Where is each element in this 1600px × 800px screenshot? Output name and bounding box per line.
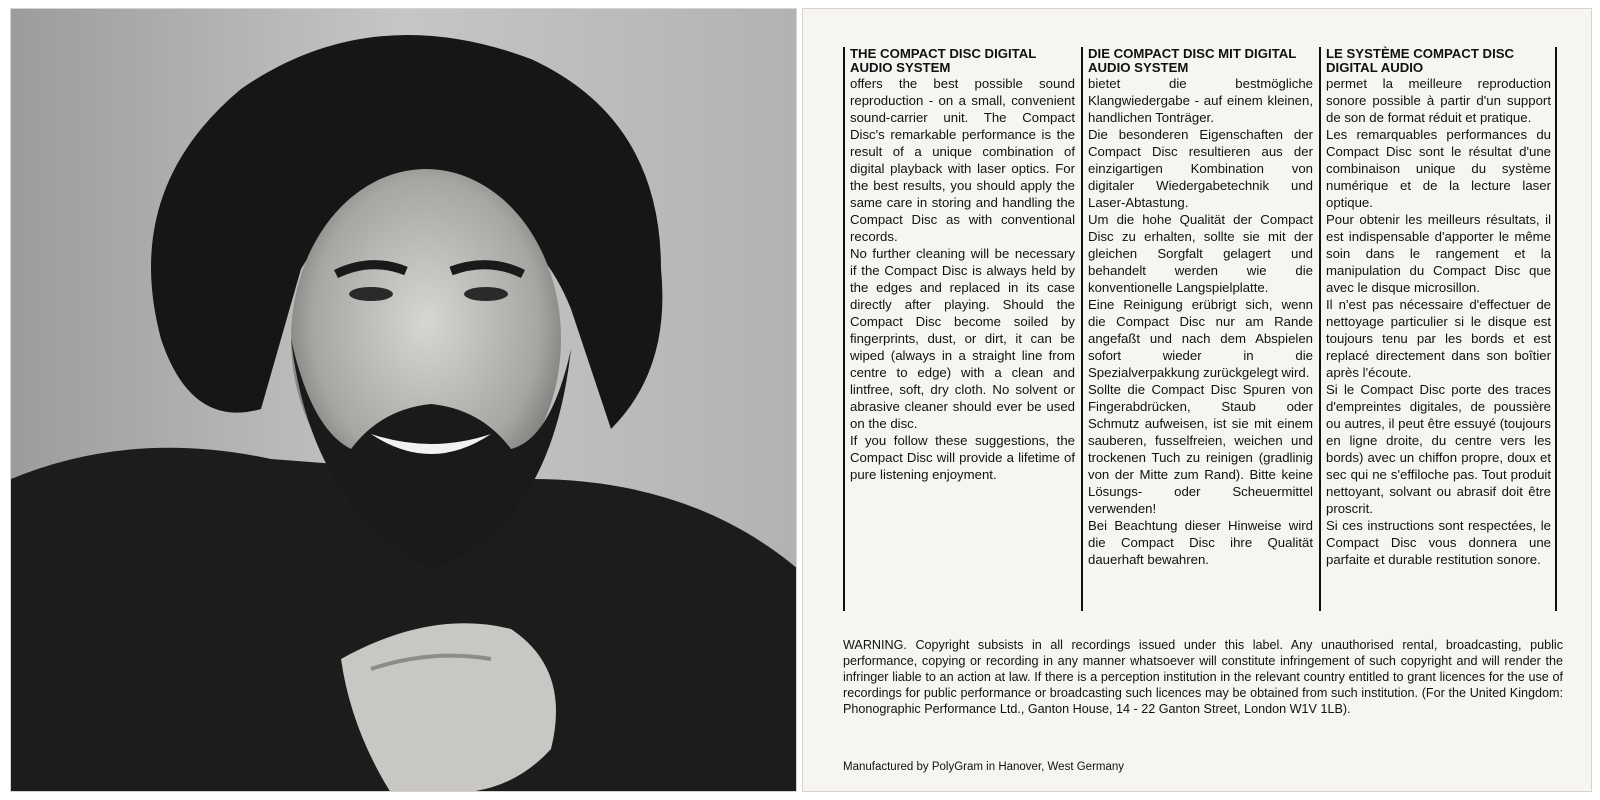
french-paragraph: Les remarquables performances du Compact Disc sont le résultat d'une combinaison unique du système numérique et de la lecture laser optique. [1326, 127, 1551, 210]
french-heading: LE SYSTÈME COMPACT DISC DIGITAL AUDIO [1326, 46, 1515, 75]
french-paragraph: permet la meilleure reproduction sonore possible à partir d'un support de son de format réduit et pratique. [1326, 76, 1551, 125]
german-paragraph: Eine Reinigung erübrigt sich, wenn die Compact Disc nur am Rande angefaßt und nach dem Abspielen sofort wieder in die Spezialverpakkung zurückgelegt wird. [1088, 297, 1313, 380]
column-rule [1555, 47, 1557, 611]
german-heading: DIE COMPACT DISC MIT DIGITAL AUDIO SYSTEM [1088, 46, 1297, 75]
column-english [843, 47, 1079, 611]
english-paragraph: If you follow these suggestions, the Compact Disc will provide a lifetime of pure listening enjoyment. [850, 433, 1075, 482]
german-paragraph: Die besonderen Eigenschaften der Compact Disc resultieren aus der einzigartigen Kombination von digitaler Wiedergabetechnik und Laser-Abtastung. [1088, 127, 1313, 210]
french-paragraph: Il n'est pas nécessaire d'effectuer de nettoyage particulier si le disque est toujours tenu par les bords et est replacé directement dans son boîtier après l'écoute. [1326, 297, 1551, 380]
left-page [10, 8, 797, 792]
column-german [1081, 47, 1317, 611]
copyright-warning: WARNING. Copyright subsists in all recordings issued under this label. Any unauthorised rental, broadcasting, public performance, copying or recording in any manner whatsoever will constitute infringement of such copyright and will render the infringer liable to an action at law. If there is a perception institution in the relevant country entitled to grant licences for the use of recordings for public performance or broadcasting such licences may be obtained from such institution. (For the United Kingdom: Phonographic Performance Ltd., Ganton House, 14 - 22 Ganton Street, London W1V 1LB). [843, 638, 1563, 716]
manufacturer-note: Manufactured by PolyGram in Hanover, West Germany [843, 761, 1125, 773]
portrait-photo [11, 9, 796, 791]
english-paragraph: No further cleaning will be necessary if the Compact Disc is always held by the edges and replaced in its case directly after playing. Should the Compact Disc become soiled by fingerprints, dust, or dirt, it can be wiped (always in a straight line from centre to edge) with a clean and lintfree, soft, dry cloth. No solvent or abrasive cleaner should ever be used on the disc. [850, 246, 1075, 431]
right-page [802, 8, 1592, 792]
english-heading: THE COMPACT DISC DIGITAL AUDIO SYSTEM [850, 46, 1037, 75]
portrait-illustration [11, 9, 797, 792]
german-paragraph: Sollte die Compact Disc Spuren von Fingerabdrücken, Staub oder Schmutz aufweisen, ist sie mit einem sauberen, fusselfreien, weichen und trockenen Tuch zu reinigen (gradlinig von der Mitte zum Rand). Bitte keine Lösungs- oder Scheuermittel verwenden! [1088, 382, 1313, 516]
english-paragraph: offers the best possible sound reproduction - on a small, convenient sound-carrier unit. The Compact Disc's remarkable performance is the result of a unique combination of digital playback with laser optics. For the best results, you should apply the same care in storing and handling the Compact Disc as with conventional records. [850, 76, 1075, 244]
french-paragraph: Si ces instructions sont respectées, le Compact Disc vous donnera une parfaite et durable restitution sonore. [1326, 518, 1551, 567]
german-paragraph: bietet die bestmögliche Klangwiedergabe - auf einem kleinen, handlichen Tonträger. [1088, 76, 1313, 125]
french-paragraph: Si le Compact Disc porte des traces d'empreintes digitales, de poussière ou autres, il peut être essuyé (toujours en ligne droite, du centre vers les bords) avec un chiffon propre, doux et sec qui ne s'effiloche pas. Tout produit nettoyant, solvant ou abrasif doit être proscrit. [1326, 382, 1551, 516]
french-paragraph: Pour obtenir les meilleurs résultats, il est indispensable d'apporter le même soin dans le rangement et la manipulation du Compact Disc que avec le disque microsillon. [1326, 212, 1551, 295]
german-paragraph: Bei Beachtung dieser Hinweise wird die Compact Disc ihre Qualität dauerhaft bewahren. [1088, 518, 1313, 567]
column-french [1319, 47, 1555, 611]
language-columns [843, 47, 1571, 611]
german-paragraph: Um die hohe Qualität der Compact Disc zu erhalten, sollte sie mit der gleichen Sorgfalt gelagert und behandelt werden wie die konventionelle Langspielplatte. [1088, 212, 1313, 295]
